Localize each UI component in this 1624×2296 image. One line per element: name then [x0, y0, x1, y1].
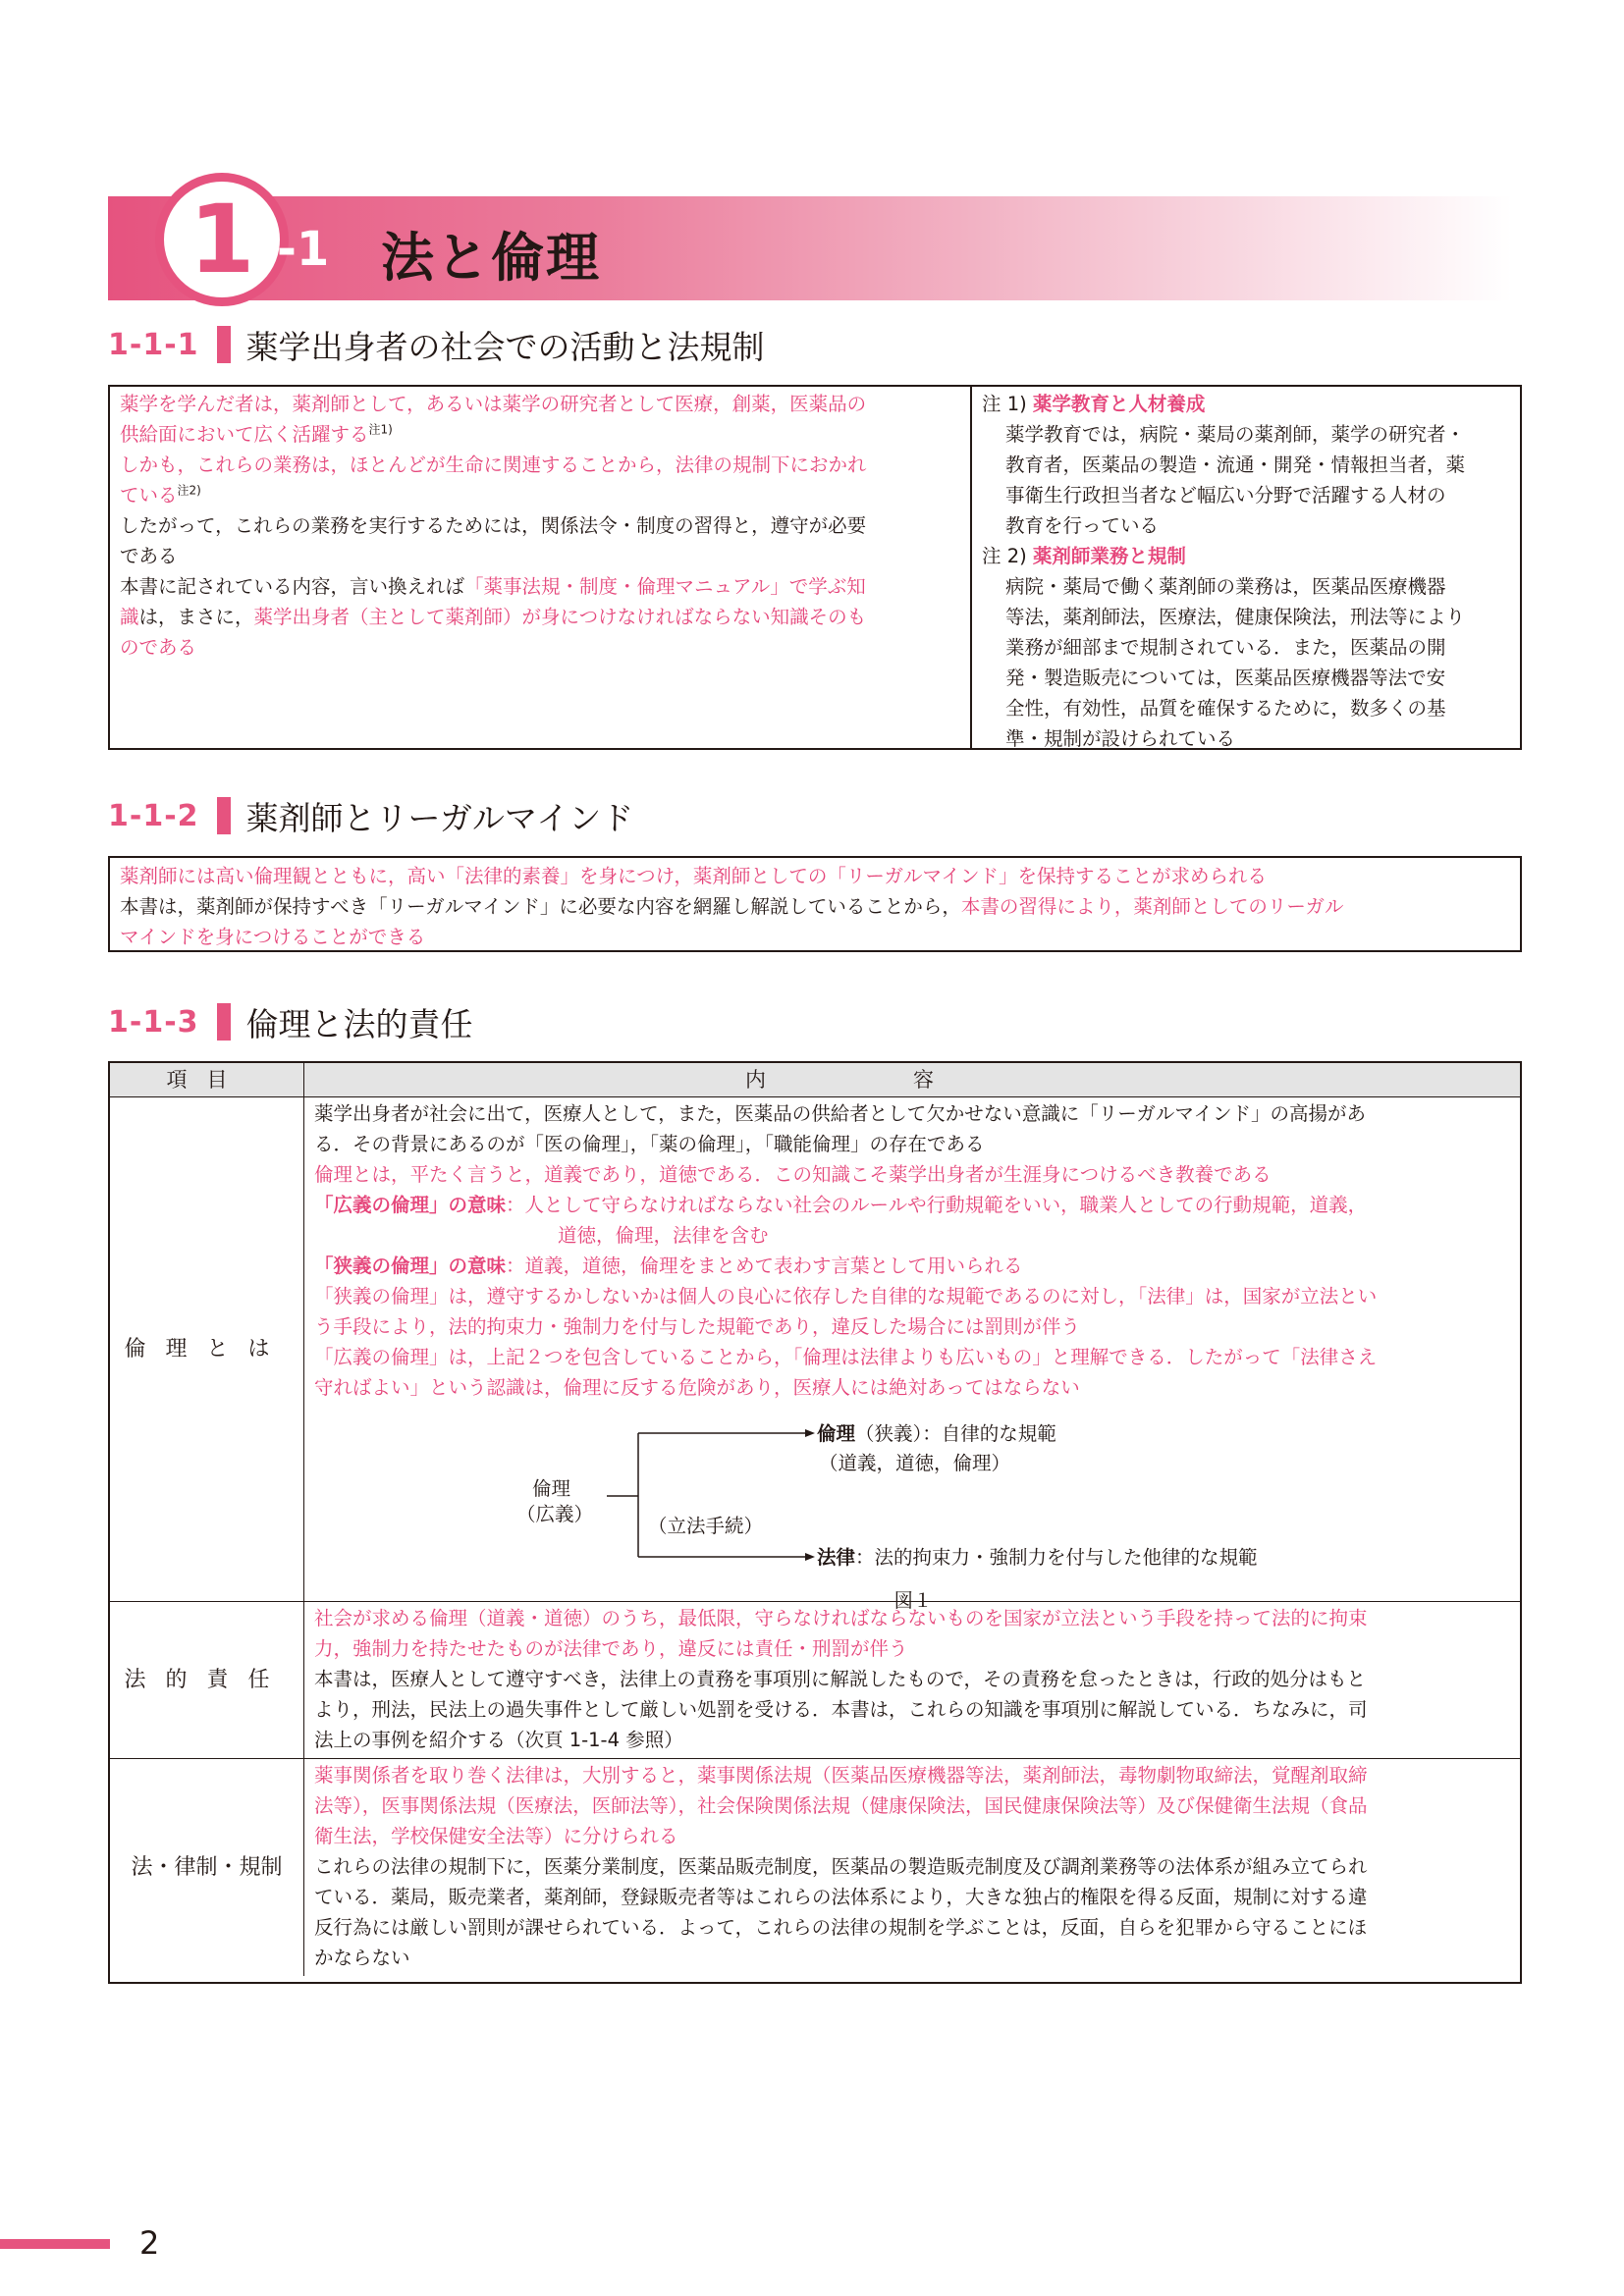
diagram-branch-ethics-sub: （道義，道徳，倫理）	[819, 1452, 1011, 1474]
text-line: 本書に記されている内容，言い換えれば「薬事法規・制度・倫理マニュアル」で学ぶ知	[120, 575, 866, 598]
text-line: 本書は，薬剤師が保持すべき「リーガルマインド」に必要な内容を網羅し解説していることから，本書の習得により，薬剤師としてのリーガル	[120, 895, 1344, 918]
text-line: 薬学を学んだ者は，薬剤師として，あるいは薬学の研究者として医療，創薬，医薬品の	[120, 393, 867, 415]
chapter-subnumber: -1	[277, 222, 330, 277]
note-line: 事衛生行政担当者など幅広い分野で活躍する人材の	[1005, 484, 1446, 507]
diagram-root-label: 倫理	[532, 1477, 571, 1500]
diagram-root-sublabel: （広義）	[516, 1503, 594, 1525]
text-line: う手段により，法的拘束力・強制力を付与した規範であり，違反した場合には罰則が伴う	[314, 1315, 1081, 1338]
note-line: 準・規制が設けられている	[1005, 727, 1236, 750]
note-line: 教育を行っている	[1005, 514, 1160, 537]
text-line: ている$^{注2)}$	[120, 483, 201, 507]
section-1-1-1-box	[108, 385, 1522, 750]
text-line: 「狭義の倫理」の意味：道義，道徳，倫理をまとめて表わす言葉として用いられる	[314, 1255, 1023, 1277]
note-line: 病院・薬局で働く薬剤師の業務は，医薬品医療機器	[1005, 575, 1446, 598]
text-line: ている．薬局，販売業者，薬剤師，登録販売者等はこれらの法体系により，大きな独占的権限を得る反面，規制に対する違	[314, 1886, 1368, 1908]
notes-column	[972, 387, 1520, 748]
section-title: 薬学出身者の社会での活動と法規制	[245, 327, 765, 366]
section-heading-1-1-2	[108, 793, 633, 838]
note-heading: 注 1) 薬学教育と人材養成	[982, 393, 1206, 415]
table-row-law-regulation	[110, 1758, 1520, 1976]
text-line: 守ればよい」という認識は，倫理に反する危険があり，医療人には絶対あってはならない	[314, 1376, 1080, 1399]
section-title: 倫理と法的責任	[245, 1004, 473, 1043]
column-header-content: 内容	[745, 1068, 1081, 1092]
text-line: る．その背景にあるのが「医の倫理」，「薬の倫理」，「職能倫理」の存在である	[314, 1133, 985, 1155]
note-line: 等法，薬剤師法，医療法，健康保険法，刑法等により	[1005, 606, 1466, 628]
table-row-legal-liability	[110, 1601, 1520, 1758]
text-line: 識は，まさに，薬学出身者（主として薬剤師）が身につけなければならない知識そのも	[120, 606, 867, 628]
footer-accent-bar	[0, 2239, 110, 2249]
table-row-ethics	[110, 1096, 1520, 1612]
text-line: 力，強制力を持たせたものが法律であり，違反には責任・刑罰が伴う	[314, 1637, 908, 1660]
text-line: 供給面において広く活躍する$^{注1)}$	[120, 422, 393, 446]
section-title: 薬剤師とリーガルマインド	[245, 798, 634, 837]
text-line: 本書は，医療人として遵守すべき，法律上の責務を事項別に解説したもので，その責務を怠ったときは，行政的処分はもと	[314, 1668, 1366, 1690]
footnote-ref: 注1)	[368, 422, 393, 437]
table-header-row	[110, 1063, 1520, 1096]
chapter-number-badge: 1	[155, 173, 289, 306]
note-line: 教育者，医薬品の製造・流通・開発・情報担当者，薬	[1005, 454, 1466, 476]
text-line: 「広義の倫理」の意味：人として守らなければならない社会のルールや行動規範をいい，職業人としての行動規範，道義，	[314, 1194, 1368, 1216]
text-line: したがって，これらの業務を実行するためには，関係法令・制度の習得と，遵守が必要	[120, 514, 867, 537]
text-line: 薬剤師には高い倫理観とともに，高い「法律的素養」を身につけ，薬剤師としての「リーガルマインド」を保持することが求められる	[120, 865, 1268, 887]
chapter-title: 法と倫理	[381, 227, 601, 289]
column-header-item: 項目	[166, 1067, 247, 1092]
diagram-branch-ethics: 倫理（狭義）：自律的な規範	[817, 1422, 1056, 1445]
page-number: 2	[139, 2224, 160, 2262]
text-line: かならない	[314, 1947, 410, 1969]
text-line: 薬学出身者が社会に出て，医療人として，また，医薬品の供給者として欠かせない意識に「リーガルマインド」の高揚があ	[314, 1102, 1366, 1125]
text-line: のである	[120, 636, 197, 659]
section-bar	[217, 797, 231, 834]
note-line: 薬学教育では，病院・薬局の薬剤師，薬学の研究者・	[1005, 423, 1466, 446]
ethics-law-table	[108, 1061, 1522, 1984]
section-heading-1-1-1	[108, 322, 765, 367]
section-number: 1-1-2	[108, 798, 199, 833]
text-line: より，刑法，民法上の過失事件として厳しい処罰を受ける．本書は，これらの知識を事項別に解説している．ちなみに，司	[314, 1698, 1368, 1721]
note-line: 全性，有効性，品質を確保するために，数多くの基	[1005, 697, 1446, 720]
footnote-ref: 注2)	[177, 483, 201, 498]
note-line: 業務が細部まで規制されている．また，医薬品の開	[1005, 636, 1446, 659]
text-line: 反行為には厳しい罰則が課せられている．よって，これらの法律の規制を学ぶことは，反面，自らを犯罪から守ることにほ	[314, 1916, 1368, 1939]
text-line: しかも，これらの業務は，ほとんどが生命に関連することから，法律の規制下におかれ	[120, 454, 867, 476]
section-number: 1-1-1	[108, 327, 199, 362]
text-line: これらの法律の規制下に，医薬分業制度，医薬品販売制度，医薬品の製造販売制度及び調剤業務等の法体系が組み立てられ	[314, 1855, 1368, 1878]
ethics-diagram	[314, 1403, 1512, 1612]
section-1-1-2-box	[108, 856, 1522, 952]
section-bar	[217, 1003, 231, 1041]
text-line: 法上の事例を紹介する（次頁 1-1-4 参照）	[314, 1729, 683, 1751]
main-text-column	[110, 387, 972, 748]
text-line: 「広義の倫理」は，上記２つを包含していることから，「倫理は法律よりも広いもの」と理解できる．したがって「法律さえ	[314, 1346, 1378, 1368]
text-line: 「狭義の倫理」は，遵守するかしないかは個人の良心に依存した自律的な規範であるのに対し，「法律」は，国家が立法とい	[314, 1285, 1378, 1308]
text-line: である	[120, 545, 178, 567]
row-label: 法的責任	[124, 1668, 290, 1692]
text-line: 法等），医事関係法規（医療法，医師法等），社会保険関係法規（健康保険法，国民健康保険法等）及び保健衛生法規（食品	[314, 1794, 1368, 1817]
text-line: 薬事関係者を取り巻く法律は，大別すると，薬事関係法規（医薬品医療機器等法，薬剤師法，毒物劇物取締法，覚醒剤取締	[314, 1764, 1368, 1787]
note-line: 発・製造販売については，医薬品医療機器等法で安	[1005, 667, 1446, 689]
section-bar	[217, 326, 231, 363]
diagram-branch-law: 法律：法的拘束力・強制力を付与した他律的な規範	[817, 1546, 1258, 1569]
text-line: 社会が求める倫理（道義・道徳）のうち，最低限，守らなければならないものを国家が立法という手段を持って法的に拘束	[314, 1607, 1368, 1629]
figure-caption: 図１	[893, 1589, 933, 1612]
section-number: 1-1-3	[108, 1004, 199, 1040]
text-line: 道徳，倫理，法律を含む	[558, 1224, 769, 1247]
text-line: 倫理とは，平たく言うと，道義であり，道徳である．この知識こそ薬学出身者が生涯身につけるべき教養である	[314, 1163, 1272, 1186]
row-label: 倫理とは	[124, 1337, 290, 1362]
note-heading: 注 2) 薬剤師業務と規制	[982, 545, 1186, 567]
row-label: 法・律制・規制	[131, 1855, 283, 1880]
text-line: 衛生法，学校保健安全法等）に分けられる	[314, 1825, 678, 1847]
section-heading-1-1-3	[108, 999, 473, 1044]
text-line: マインドを身につけることができる	[120, 926, 426, 948]
diagram-mid-label: （立法手続）	[648, 1515, 764, 1537]
